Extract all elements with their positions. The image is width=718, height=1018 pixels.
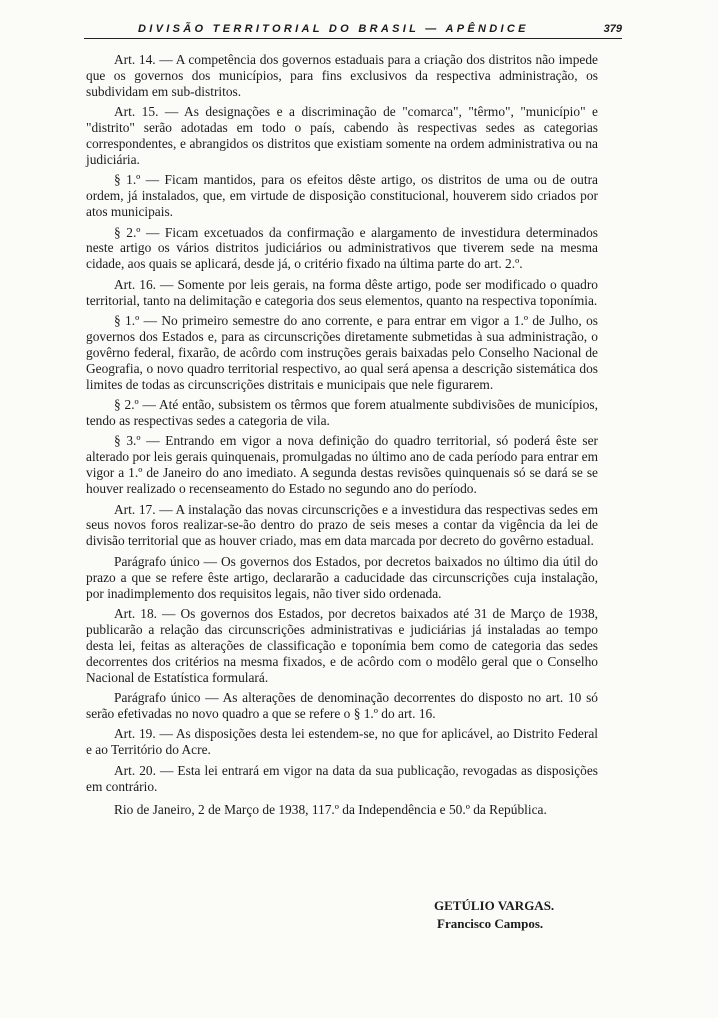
art-16-section-3-paragraph: § 3.º — Entrando em vigor a nova definição do quadro territorial, só poderá êste ser alterado por leis gerais quinquenais, promulgadas no último ano de cada período para entrar em vigor a 1.º de Janeiro do ano imediato. A segunda destas revisões quinquenais só se dará se se houver realizado o recenseamento do Estado no segundo ano do período. — [86, 433, 599, 497]
running-header-title: DIVISÃO TERRITORIAL DO BRASIL — APÊNDICE — [138, 23, 529, 35]
art-16-section-1-paragraph: § 1.º — No primeiro semestre do ano corrente, e para entrar em vigor a 1.º de Julho, os governos dos Estados e, para as circunscrições diretamente submetidas à sua administração, o govêrno federal, fixarão, de acôrdo com instruções gerais baixadas pelo Conselho Nacional de Geografia, o novo quadro territorial respectivo, ao qual será apensa a descrição sistemática dos limites de todas as circunscrições distritais e municipais que nele figurarem. — [86, 313, 598, 392]
dateline: Rio de Janeiro, 2 de Março de 1938, 117.º da Independência e 50.º da República. — [114, 802, 547, 818]
running-header — [84, 16, 622, 39]
art-17-sole-paragraph: Parágrafo único — Os governos dos Estados, por decretos baixados no último dia útil do prazo a que se refere êste artigo, declararão a caducidade das circunscrições cuja instalação, por inadimplemento dos requisitos legais, não tiver sido ordenada. — [86, 553, 598, 601]
art-20-paragraph: Art. 20. — Esta lei entrará em vigor na data da sua publicação, revogadas as disposições em contrário. — [86, 762, 598, 794]
signature-francisco-campos: Francisco Campos. — [437, 916, 544, 931]
art-15-section-2-paragraph: § 2.º — Ficam excetuados da confirmação e alargamento de investidura determinados neste artigo os vários distritos judiciários ou administrativos que tiverem sede na mesma cidade, aos quais se aplicará, desde já, o critério fixado na última parte do art. 2.º. — [86, 224, 598, 272]
art-15-paragraph: Art. 15. — As designações e a discriminação de "comarca", "têrmo", "município" e "distrito" serão adotadas em todo o país, cabendo às respectivas sedes as categorias correspondentes, e abrangidos os distritos que existiam somente na ordem administrativa ou na judiciária. — [86, 104, 598, 167]
art-18-sole-paragraph: Parágrafo único — As alterações de denominação decorrentes do disposto no art. 10 só serão efetivadas no novo quadro a que se refere o § 1.º do art. 16. — [86, 690, 598, 721]
art-16-paragraph: Art. 16. — Somente por leis gerais, na forma dêste artigo, pode ser modificado o quadro territorial, tanto na delimitação e categoria dos seus elementos, quanto na respectiva toponímia. — [86, 276, 598, 308]
art-14-paragraph: Art. 14. — A competência dos governos estaduais para a criação dos distritos não impede que os governos dos municípios, para fins exclusivos da respectiva administração, os subdividam em sub-distritos. — [86, 52, 598, 99]
signature-getulio-vargas: GETÚLIO VARGAS. — [434, 898, 555, 913]
page-number: 379 — [603, 23, 622, 35]
art-19-paragraph: Art. 19. — As disposições desta lei estendem-se, no que for aplicável, ao Distrito Federal e ao Território do Acre. — [86, 726, 598, 758]
art-15-section-1-paragraph: § 1.º — Ficam mantidos, para os efeitos dêste artigo, os distritos de uma ou de outra ordem, já instalados, que, em virtude de disposição constitucional, houverem sido criados por atos municipais. — [86, 172, 598, 220]
signature-block — [434, 897, 554, 933]
art-16-section-2-paragraph: § 2.º — Até então, subsistem os têrmos que forem atualmente subdivisões de municípios, tendo as respectivas sedes a categoria de vila. — [86, 397, 598, 429]
art-18-paragraph: Art. 18. — Os governos dos Estados, por decretos baixados até 31 de Março de 1938, publicarão a relação das circunscrições administrativas e judiciárias já instaladas ao tempo desta lei, feitas as alterações de classificação e toponímia bem como de categoria das sedes decorrentes dos critérios na mesma fixados, e de acôrdo com o modêlo geral que o Conselho Nacional de Estatística formulará. — [86, 606, 598, 685]
body-text — [86, 52, 598, 823]
art-17-paragraph: Art. 17. — A instalação das novas circunscrições e a investidura das respectivas sedes em seus novos foros realizar-se-ão dentro do prazo de seis meses a contar da vigência da lei de divisão territorial que as houver criado, mas em data marcada por decreto do govêrno estadual. — [86, 501, 598, 549]
